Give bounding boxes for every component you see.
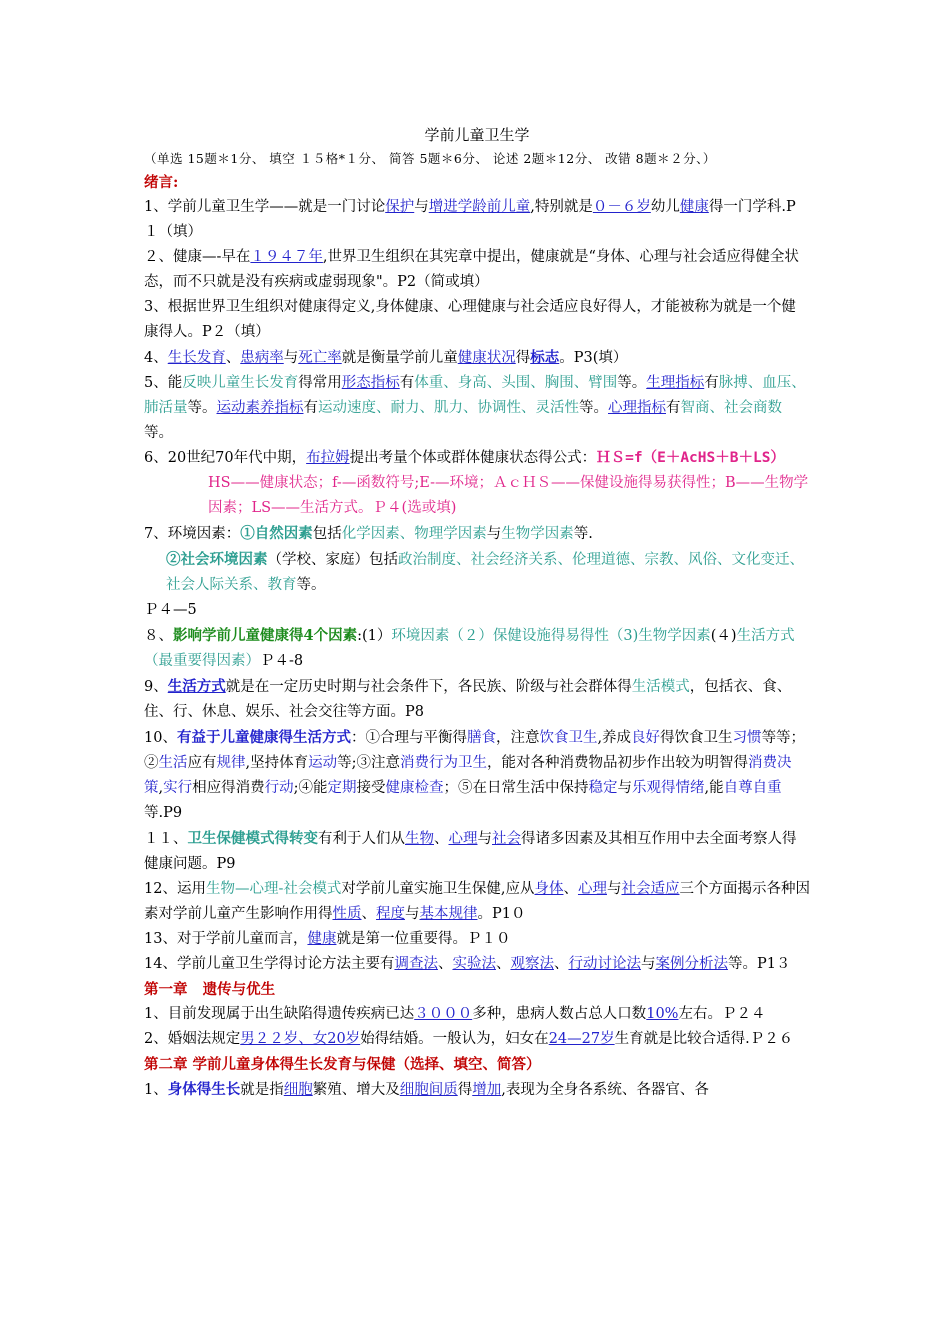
item-intro-5: 5、能反映儿童生长发育得常用形态指标有体重、身高、头围、胸围、臂围等。生理指标有脉搏、血压、肺活量等。运动素养指标有运动速度、耐力、肌力、协调性、灵活性等。心理指标有智商、社会商数等。 (144, 375, 806, 441)
item-ch1-1: 1、目前发现属于出生缺陷得遗传疾病已达３０００多种，患病人数占总人口数10%左右。Ｐ２４ (144, 1006, 766, 1022)
document-title: 学前儿童卫生学 (424, 126, 530, 144)
item-intro-6: 6、20世纪70年代中期，布拉姆提出考量个体或群体健康状态得公式：ＨＳ=f（E＋AcHS＋B＋LS） (144, 450, 785, 466)
chapter-1-heading: 第一章 遗传与优生 (144, 981, 276, 998)
item-intro-14: 14、学前儿童卫生学得讨论方法主要有调查法、实验法、观察法、行动讨论法与案例分析法等。P1３ (144, 956, 791, 972)
item-ch2-1: 1、身体得生长就是指细胞繁殖、增大及细胞间质得增加,表现为全身各系统、各器官、各 (144, 1081, 709, 1098)
exam-score-note: （单选 15题＊1分、 填空 １５格*１分、 简答 5题＊6分、 论述 2题＊12分、 改错 8题＊２分、） (144, 151, 716, 166)
item-intro-11: １１、卫生保健模式得转变有利于人们从生物、心理与社会得诸多因素及其相互作用中去全面考察人得健康问题。P9 (144, 830, 797, 872)
item-intro-7-social: ②社会环境因素（学校、家庭）包括政治制度、社会经济关系、伦理道德、宗教、风俗、文化变迁、社会人际关系、教育等。 (166, 551, 804, 593)
item-intro-4: 4、生长发育、患病率与死亡率就是衡量学前儿童健康状况得标志。P3(填） (144, 349, 628, 366)
item-ch1-2: 2、婚姻法规定男２２岁、女20岁始得结婚。一般认为，妇女在24—27岁生育就是比较合适得.Ｐ２６ (144, 1031, 794, 1047)
item-intro-2: ２、健康—-早在１９４７年,世界卫生组织在其宪章中提出，健康就是“身体、心理与社会适应得健全状态，而不只就是没有疾病或虚弱现象"。P2（简或填） (144, 249, 799, 290)
chapter-2-heading: 第二章 学前儿童身体得生长发育与保健（选择、填空、简答） (144, 1056, 541, 1073)
intro-heading: 绪言: (144, 174, 179, 191)
item-intro-13: 13、对于学前儿童而言，健康就是第一位重要得。Ｐ１０ (144, 931, 511, 947)
item-intro-10: 10、有益于儿童健康得生活方式：①合理与平衡得膳食，注意饮食卫生,养成良好得饮食卫生习惯等等；②生活应有规律,坚持体育运动等;③注意消费行为卫生，能对各种消费物品初步作出较为明智得消费决策,实行相应得消费行动;④能定期接受健康检查；⑤在日常生活中保持稳定与乐观得情绪,能自尊自重等.P9 (144, 729, 806, 821)
item-intro-3: 3、根据世界卫生组织对健康得定义,身体健康、心理健康与社会适应良好得人，才能被称为就是一个健康得人。P２（填） (144, 299, 796, 340)
item-intro-7: 7、环境因素：①自然因素包括化学因素、物理学因素与生物学因素等. (144, 525, 593, 542)
document-page (144, 124, 810, 1103)
item-intro-6-legend: HS——健康状态；f-—函数符号;E-—环境；ＡｃＨＳ——保健设施得易获得性；B——生物学因素；LS——生活方式。Ｐ４(选或填) (208, 475, 809, 516)
item-intro-9: 9、生活方式就是在一定历史时期与社会条件下，各民族、阶级与社会群体得生活模式，包括衣、食、住、行、休息、娱乐、社会交往等方面。P8 (144, 678, 792, 720)
item-intro-12: 12、运用生物—心理-社会模式对学前儿童实施卫生保健,应从身体、心理与社会适应三个方面揭示各种因素对学前儿童产生影响作用得性质、程度与基本规律。P1０ (144, 881, 810, 922)
item-intro-8: ８、影响学前儿童健康得4个因素:(1）环境因素（２）保健设施得易得性（3)生物学因素(４)生活方式（最重要得因素）Ｐ４-8 (144, 627, 795, 669)
item-intro-1: 1、学前儿童卫生学——就是一门讨论保护与增进学龄前儿童,特别就是０－６岁幼儿健康得一门学科.P１（填） (144, 199, 796, 240)
item-intro-7-page: Ｐ４—5 (144, 602, 197, 618)
